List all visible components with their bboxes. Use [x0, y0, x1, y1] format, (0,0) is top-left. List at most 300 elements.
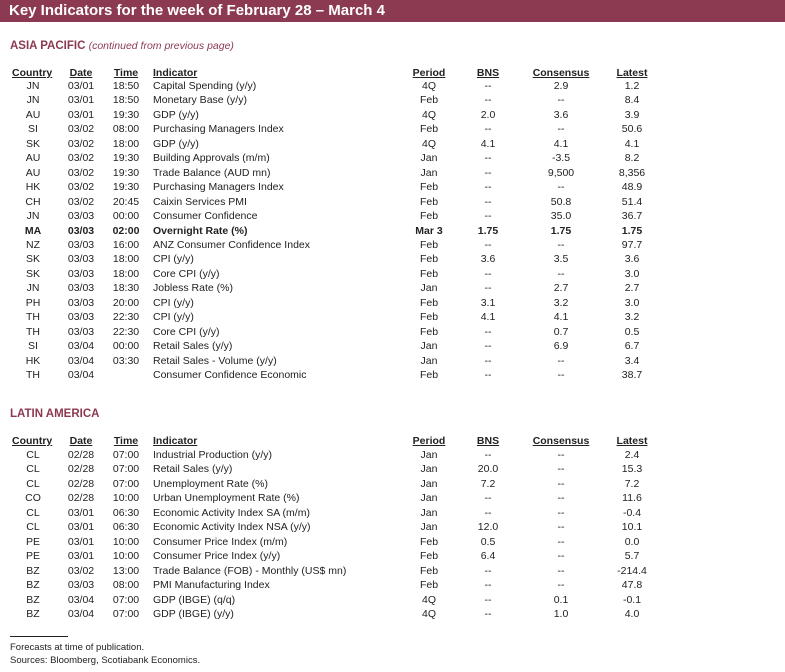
- cell-consensus: 35.0: [550, 210, 572, 223]
- cell-country: CH: [25, 195, 41, 208]
- cell-country: PE: [25, 550, 40, 563]
- cell-date: 03/04: [67, 593, 95, 606]
- cell-bns: --: [484, 238, 492, 251]
- cell-consensus: --: [557, 477, 565, 490]
- table-row: [0, 267, 785, 281]
- cell-period: Jan: [420, 492, 438, 505]
- cell-consensus: 1.75: [550, 224, 572, 237]
- cell-consensus: 6.9: [553, 340, 569, 353]
- cell-date: 03/01: [67, 80, 95, 92]
- cell-time: 19:30: [112, 152, 140, 165]
- cell-country: BZ: [26, 579, 40, 592]
- cell-latest: 2.4: [624, 449, 640, 461]
- cell-time: 22:30: [112, 311, 140, 324]
- table-row: [0, 209, 785, 223]
- header-bns: BNS: [476, 67, 500, 79]
- cell-time: 10:00: [112, 535, 140, 548]
- cell-date: 03/01: [67, 506, 95, 519]
- table-row: [0, 477, 785, 491]
- table-row: [0, 151, 785, 165]
- cell-bns: 4.1: [480, 311, 496, 324]
- cell-time: 07:00: [112, 477, 140, 490]
- cell-indicator: Core CPI (y/y): [153, 267, 220, 280]
- cell-latest: 0.5: [624, 325, 640, 338]
- header-indicator: Indicator: [153, 67, 198, 79]
- cell-period: Feb: [419, 535, 439, 548]
- cell-date: 03/03: [67, 210, 95, 223]
- asia-continued-note: (continued from previous page): [88, 40, 234, 52]
- cell-time: 13:00: [112, 564, 140, 577]
- cell-latest: 3.0: [624, 267, 640, 280]
- cell-latest: 10.1: [621, 521, 643, 534]
- cell-bns: --: [484, 181, 492, 194]
- latam-column-header: [0, 434, 785, 448]
- cell-latest: 15.3: [621, 463, 643, 476]
- asia-heading: ASIA PACIFIC: [10, 40, 86, 52]
- cell-time: 18:50: [112, 80, 140, 92]
- cell-country: JN: [26, 80, 40, 92]
- cell-bns: --: [484, 94, 492, 107]
- cell-latest: 4.0: [624, 607, 640, 620]
- latam-section-heading: [10, 408, 99, 420]
- cell-indicator: CPI (y/y): [153, 253, 194, 266]
- cell-country: BZ: [26, 607, 40, 620]
- cell-latest: 97.7: [621, 238, 643, 251]
- header-country: Country: [12, 435, 53, 447]
- cell-indicator: Monetary Base (y/y): [153, 94, 247, 107]
- cell-consensus: --: [557, 181, 565, 194]
- table-row: [0, 506, 785, 520]
- cell-time: 00:00: [112, 340, 140, 353]
- cell-bns: --: [484, 492, 492, 505]
- page-title: Key Indicators for the week of February 28 – March 4: [9, 2, 385, 19]
- table-row: [0, 607, 785, 621]
- cell-indicator: Trade Balance (FOB) - Monthly (US$ mn): [153, 564, 347, 577]
- header-bns: BNS: [476, 435, 500, 447]
- cell-indicator: Economic Activity Index SA (m/m): [153, 506, 310, 519]
- cell-indicator: GDP (IBGE) (q/q): [153, 593, 236, 606]
- cell-bns: --: [484, 369, 492, 381]
- table-row: [0, 339, 785, 353]
- cell-time: 18:30: [112, 282, 140, 295]
- cell-country: PE: [25, 535, 40, 548]
- cell-bns: --: [484, 166, 492, 179]
- cell-bns: --: [484, 607, 492, 620]
- cell-period: 4Q: [421, 80, 436, 92]
- cell-consensus: --: [557, 506, 565, 519]
- cell-latest: 48.9: [621, 181, 643, 194]
- cell-period: Feb: [419, 210, 439, 223]
- cell-time: 16:00: [112, 238, 140, 251]
- cell-country: JN: [26, 282, 40, 295]
- title-banner: [0, 0, 785, 22]
- cell-country: CO: [25, 492, 41, 505]
- table-row: [0, 368, 785, 382]
- cell-consensus: 2.7: [553, 282, 569, 295]
- cell-bns: 0.5: [480, 535, 496, 548]
- cell-period: Feb: [419, 123, 439, 136]
- table-row: [0, 79, 785, 93]
- cell-country: PH: [25, 296, 41, 309]
- cell-bns: --: [484, 267, 492, 280]
- cell-latest: 1.2: [624, 80, 640, 92]
- cell-latest: 47.8: [621, 579, 643, 592]
- cell-latest: 36.7: [621, 210, 643, 223]
- cell-consensus: 2.9: [553, 80, 569, 92]
- cell-date: 03/01: [67, 108, 95, 121]
- cell-bns: 4.1: [480, 137, 496, 150]
- cell-period: Feb: [419, 369, 439, 381]
- table-row: [0, 325, 785, 339]
- cell-bns: 20.0: [477, 463, 499, 476]
- cell-time: 18:00: [112, 137, 140, 150]
- cell-indicator: Building Approvals (m/m): [153, 152, 270, 165]
- cell-country: HK: [25, 181, 41, 194]
- cell-date: 03/01: [67, 550, 95, 563]
- cell-consensus: --: [557, 492, 565, 505]
- cell-bns: --: [484, 282, 492, 295]
- cell-country: CL: [26, 463, 40, 476]
- cell-time: 10:00: [112, 492, 140, 505]
- cell-consensus: 0.1: [553, 593, 569, 606]
- footnote-sources: Sources: Bloomberg, Scotiabank Economics.: [10, 655, 201, 666]
- cell-consensus: 3.6: [553, 108, 569, 121]
- cell-consensus: --: [557, 463, 565, 476]
- asia-column-header: [0, 66, 785, 80]
- cell-country: SI: [28, 123, 38, 136]
- cell-country: CL: [26, 506, 40, 519]
- cell-date: 02/28: [67, 463, 95, 476]
- header-time: Time: [113, 435, 139, 447]
- cell-indicator: Urban Unemployment Rate (%): [153, 492, 300, 505]
- cell-indicator: Caixin Services PMI: [153, 195, 247, 208]
- cell-consensus: --: [557, 267, 565, 280]
- cell-bns: 7.2: [480, 477, 496, 490]
- cell-indicator: Economic Activity Index NSA (y/y): [153, 521, 311, 534]
- cell-period: Jan: [420, 166, 438, 179]
- latam-heading: LATIN AMERICA: [10, 408, 100, 420]
- cell-date: 03/01: [67, 521, 95, 534]
- cell-consensus: --: [557, 521, 565, 534]
- cell-country: CL: [26, 477, 40, 490]
- cell-latest: 38.7: [621, 369, 643, 381]
- cell-latest: -0.1: [622, 593, 642, 606]
- table-row: [0, 535, 785, 549]
- table-row: [0, 238, 785, 252]
- header-indicator: Indicator: [153, 435, 198, 447]
- table-row: [0, 593, 785, 607]
- cell-time: 19:30: [112, 108, 140, 121]
- cell-period: Feb: [419, 267, 439, 280]
- cell-date: 02/28: [67, 477, 95, 490]
- cell-indicator: GDP (y/y): [153, 137, 199, 150]
- cell-date: 03/02: [67, 166, 95, 179]
- cell-consensus: --: [557, 94, 565, 107]
- cell-country: JN: [26, 94, 40, 107]
- cell-country: BZ: [26, 564, 40, 577]
- cell-time: 18:00: [112, 267, 140, 280]
- cell-bns: 2.0: [480, 108, 496, 121]
- cell-latest: 4.1: [624, 137, 640, 150]
- cell-country: AU: [25, 108, 41, 121]
- cell-latest: 0.0: [624, 535, 640, 548]
- cell-time: 08:00: [112, 123, 140, 136]
- cell-bns: --: [484, 449, 492, 461]
- table-row: [0, 296, 785, 310]
- cell-country: AU: [25, 152, 41, 165]
- cell-period: Feb: [419, 325, 439, 338]
- cell-date: 03/02: [67, 181, 95, 194]
- table-row: [0, 180, 785, 194]
- cell-consensus: --: [557, 535, 565, 548]
- cell-indicator: Industrial Production (y/y): [153, 449, 273, 461]
- cell-date: 03/03: [67, 579, 95, 592]
- cell-consensus: -3.5: [551, 152, 571, 165]
- table-row: [0, 108, 785, 122]
- table-row: [0, 166, 785, 180]
- cell-country: SK: [25, 137, 40, 150]
- cell-indicator: Consumer Price Index (m/m): [153, 535, 288, 548]
- cell-consensus: 4.1: [553, 137, 569, 150]
- cell-time: 03:30: [112, 354, 140, 367]
- header-consensus: Consensus: [532, 67, 590, 79]
- cell-indicator: Retail Sales - Volume (y/y): [153, 354, 277, 367]
- cell-date: 03/02: [67, 195, 95, 208]
- cell-period: Feb: [419, 564, 439, 577]
- cell-time: 08:00: [112, 579, 140, 592]
- header-country: Country: [12, 67, 53, 79]
- cell-latest: 6.7: [624, 340, 640, 353]
- cell-date: 03/03: [67, 296, 95, 309]
- cell-consensus: 4.1: [553, 311, 569, 324]
- table-row: [0, 578, 785, 592]
- cell-period: Feb: [419, 195, 439, 208]
- cell-date: 03/03: [67, 224, 95, 237]
- cell-indicator: Overnight Rate (%): [153, 224, 248, 237]
- cell-time: 06:30: [112, 521, 140, 534]
- cell-indicator: Core CPI (y/y): [153, 325, 220, 338]
- cell-latest: 8,356: [618, 166, 646, 179]
- asia-section-heading: [10, 40, 234, 52]
- cell-consensus: 50.8: [550, 195, 572, 208]
- cell-time: 06:30: [112, 506, 140, 519]
- cell-indicator: Retail Sales (y/y): [153, 463, 233, 476]
- cell-indicator: CPI (y/y): [153, 296, 194, 309]
- cell-period: Jan: [420, 506, 438, 519]
- table-row: [0, 252, 785, 266]
- cell-period: Jan: [420, 354, 438, 367]
- cell-period: 4Q: [421, 607, 436, 620]
- cell-indicator: Consumer Confidence: [153, 210, 258, 223]
- table-row: [0, 520, 785, 534]
- cell-time: 22:30: [112, 325, 140, 338]
- cell-time: 07:00: [112, 449, 140, 461]
- cell-period: Jan: [420, 463, 438, 476]
- cell-period: Jan: [420, 282, 438, 295]
- cell-date: 03/02: [67, 152, 95, 165]
- cell-date: 03/02: [67, 123, 95, 136]
- cell-bns: --: [484, 579, 492, 592]
- cell-bns: 3.6: [480, 253, 496, 266]
- cell-consensus: --: [557, 123, 565, 136]
- cell-indicator: Capital Spending (y/y): [153, 80, 257, 92]
- cell-latest: 8.2: [624, 152, 640, 165]
- cell-country: TH: [26, 325, 40, 338]
- cell-country: NZ: [26, 238, 40, 251]
- cell-date: 03/04: [67, 354, 95, 367]
- cell-indicator: Jobless Rate (%): [153, 282, 233, 295]
- cell-time: 10:00: [112, 550, 140, 563]
- cell-country: HK: [25, 354, 41, 367]
- cell-period: Feb: [419, 296, 439, 309]
- table-row: [0, 549, 785, 563]
- cell-period: 4Q: [421, 593, 436, 606]
- cell-consensus: --: [557, 550, 565, 563]
- cell-consensus: --: [557, 238, 565, 251]
- cell-time: 00:00: [112, 210, 140, 223]
- cell-period: 4Q: [421, 137, 436, 150]
- cell-bns: 12.0: [477, 521, 499, 534]
- cell-period: Feb: [419, 181, 439, 194]
- cell-date: 03/03: [67, 253, 95, 266]
- table-row: [0, 137, 785, 151]
- cell-period: 4Q: [421, 108, 436, 121]
- cell-date: 03/03: [67, 311, 95, 324]
- cell-period: Feb: [419, 94, 439, 107]
- cell-bns: 6.4: [480, 550, 496, 563]
- cell-time: 02:00: [112, 224, 140, 237]
- cell-consensus: --: [557, 564, 565, 577]
- cell-period: Jan: [420, 477, 438, 490]
- table-row: [0, 448, 785, 462]
- cell-bns: --: [484, 123, 492, 136]
- cell-date: 03/01: [67, 94, 95, 107]
- cell-indicator: Consumer Price Index (y/y): [153, 550, 281, 563]
- cell-period: Jan: [420, 449, 438, 461]
- cell-indicator: Purchasing Managers Index: [153, 181, 284, 194]
- cell-consensus: --: [557, 369, 565, 381]
- footnote-forecasts: Forecasts at time of publication.: [10, 642, 145, 653]
- cell-period: Feb: [419, 253, 439, 266]
- cell-period: Jan: [420, 152, 438, 165]
- header-date: Date: [69, 435, 93, 447]
- cell-consensus: 3.2: [553, 296, 569, 309]
- cell-country: CL: [26, 449, 40, 461]
- cell-indicator: GDP (y/y): [153, 108, 199, 121]
- cell-bns: 1.75: [477, 224, 499, 237]
- cell-consensus: 9,500: [547, 166, 575, 179]
- cell-bns: 3.1: [480, 296, 496, 309]
- cell-date: 03/04: [67, 340, 95, 353]
- header-latest: Latest: [616, 67, 648, 79]
- cell-bns: --: [484, 506, 492, 519]
- table-row: [0, 195, 785, 209]
- cell-period: Mar 3: [415, 224, 443, 237]
- cell-bns: --: [484, 210, 492, 223]
- cell-latest: 3.0: [624, 296, 640, 309]
- cell-latest: 8.4: [624, 94, 640, 107]
- cell-latest: 5.7: [624, 550, 640, 563]
- header-date: Date: [69, 67, 93, 79]
- cell-country: CL: [26, 521, 40, 534]
- cell-bns: --: [484, 354, 492, 367]
- cell-consensus: --: [557, 579, 565, 592]
- cell-date: 03/03: [67, 267, 95, 280]
- cell-latest: 3.6: [624, 253, 640, 266]
- table-row: [0, 224, 785, 238]
- cell-country: SI: [28, 340, 38, 353]
- cell-time: 20:45: [112, 195, 140, 208]
- header-period: Period: [412, 435, 446, 447]
- cell-indicator: GDP (IBGE) (y/y): [153, 607, 234, 620]
- cell-bns: --: [484, 80, 492, 92]
- cell-period: Feb: [419, 238, 439, 251]
- cell-indicator: Purchasing Managers Index: [153, 123, 284, 136]
- table-row: [0, 281, 785, 295]
- cell-time: 18:00: [112, 253, 140, 266]
- cell-time: 07:00: [112, 463, 140, 476]
- cell-consensus: 0.7: [553, 325, 569, 338]
- cell-indicator: ANZ Consumer Confidence Index: [153, 238, 310, 251]
- cell-bns: --: [484, 593, 492, 606]
- cell-date: 02/28: [67, 449, 95, 461]
- cell-period: Jan: [420, 521, 438, 534]
- cell-period: Jan: [420, 340, 438, 353]
- cell-time: 07:00: [112, 607, 140, 620]
- cell-date: 02/28: [67, 492, 95, 505]
- table-row: [0, 310, 785, 324]
- header-consensus: Consensus: [532, 435, 590, 447]
- cell-date: 03/02: [67, 564, 95, 577]
- cell-latest: -214.4: [617, 564, 647, 577]
- cell-latest: 3.2: [624, 311, 640, 324]
- table-row: [0, 354, 785, 368]
- cell-consensus: --: [557, 354, 565, 367]
- cell-indicator: Retail Sales (y/y): [153, 340, 233, 353]
- cell-indicator: Consumer Confidence Economic: [153, 369, 307, 381]
- cell-date: 03/03: [67, 238, 95, 251]
- table-row: [0, 122, 785, 136]
- table-row: [0, 491, 785, 505]
- table-row: [0, 93, 785, 107]
- cell-latest: 51.4: [621, 195, 643, 208]
- cell-bns: --: [484, 325, 492, 338]
- cell-country: SK: [25, 253, 40, 266]
- cell-country: MA: [24, 224, 42, 237]
- cell-latest: 3.4: [624, 354, 640, 367]
- cell-period: Feb: [419, 311, 439, 324]
- cell-date: 03/04: [67, 607, 95, 620]
- cell-date: 03/04: [67, 369, 95, 381]
- cell-time: 07:00: [112, 593, 140, 606]
- cell-country: TH: [26, 311, 40, 324]
- cell-indicator: CPI (y/y): [153, 311, 194, 324]
- header-latest: Latest: [616, 435, 648, 447]
- cell-bns: --: [484, 564, 492, 577]
- cell-country: SK: [25, 267, 40, 280]
- header-period: Period: [412, 67, 446, 79]
- cell-latest: 11.6: [622, 492, 642, 505]
- cell-bns: --: [484, 340, 492, 353]
- cell-indicator: Unemployment Rate (%): [153, 477, 268, 490]
- cell-bns: --: [484, 152, 492, 165]
- cell-period: Feb: [419, 579, 439, 592]
- cell-consensus: 1.0: [553, 607, 569, 620]
- cell-date: 03/03: [67, 282, 95, 295]
- cell-latest: 2.7: [624, 282, 640, 295]
- table-row: [0, 462, 785, 476]
- cell-time: 18:50: [112, 94, 140, 107]
